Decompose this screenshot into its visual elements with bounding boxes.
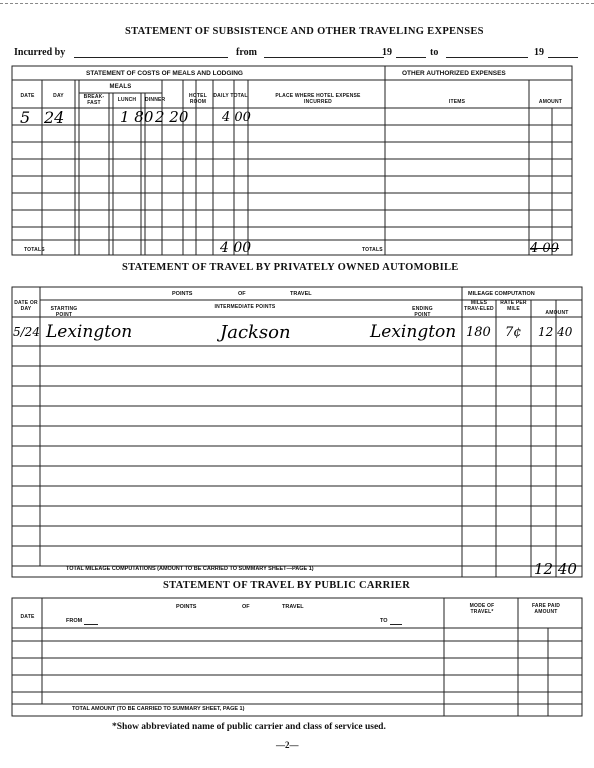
auto-entry-rate[interactable]: 7¢	[505, 325, 522, 340]
auto-col-ending: ENDING POINT	[412, 306, 433, 318]
auto-col-intermediate: INTERMEDIATE POINTS	[214, 304, 276, 310]
col-breakfast: BREAK-FAST	[83, 94, 105, 106]
auto-points-word: POINTS	[172, 291, 193, 297]
public-col-mode: MODE OF TRAVEL*	[469, 603, 495, 615]
auto-col-starting: STARTING POINT	[50, 306, 78, 318]
meals-entry-daily-total[interactable]: 4 00	[222, 110, 251, 125]
auto-entry-amount[interactable]: 12 40	[538, 325, 573, 339]
col-lunch: LUNCH	[117, 97, 137, 103]
public-section-title: STATEMENT OF TRAVEL BY PUBLIC CARRIER	[163, 580, 411, 591]
meals-totals-label-right: TOTALS	[362, 247, 383, 253]
to-label: to	[430, 47, 439, 58]
amount-total-value[interactable]: 4 00	[530, 241, 559, 256]
col-day: DAY	[53, 93, 64, 99]
public-travel-word: TRAVEL	[282, 604, 304, 610]
auto-section-title: STATEMENT OF TRAVEL BY PRIVATELY OWNED AUTOMOBILE	[122, 262, 459, 273]
auto-entry-ending[interactable]: Lexington	[370, 322, 457, 342]
other-expenses-title: OTHER AUTHORIZED EXPENSES	[402, 70, 506, 77]
footnote: *Show abbreviated name of public carrier and class of service used.	[112, 722, 386, 732]
col-amount: AMOUNT	[538, 99, 563, 105]
public-col-fare: FARE PAID AMOUNT	[531, 603, 561, 615]
meals-entry-dinner[interactable]: 2 20	[155, 108, 189, 126]
public-from-field[interactable]	[84, 624, 98, 625]
public-col-date: DATE	[20, 614, 35, 620]
public-total-label: TOTAL AMOUNT (TO BE CARRIED TO SUMMARY SHEET, PAGE 1)	[72, 706, 245, 712]
meals-entry-date[interactable]: 5	[20, 108, 31, 127]
col-place: PLACE WHERE HOTEL EXPENSE INCURRED	[275, 93, 361, 105]
col-items: ITEMS	[448, 99, 466, 105]
auto-entry-intermediate[interactable]: Jackson	[220, 322, 291, 343]
auto-entry-starting[interactable]: Lexington	[46, 322, 133, 342]
auto-entry-miles[interactable]: 180	[466, 325, 491, 340]
col-date: DATE	[20, 93, 35, 99]
public-points-word: POINTS	[176, 604, 197, 610]
meals-total-value[interactable]: 4 00	[220, 240, 252, 256]
col-hotel: HOTEL ROOM	[189, 93, 207, 105]
meals-entry-day[interactable]: 24	[44, 108, 65, 127]
from-label: from	[236, 47, 257, 58]
meals-section-title: STATEMENT OF COSTS OF MEALS AND LODGING	[86, 70, 243, 77]
meals-totals-label: TOTALS	[24, 247, 45, 253]
col-dinner: DINNER	[145, 97, 166, 103]
public-to-label: TO	[380, 618, 388, 624]
year-label-2: 19	[534, 47, 544, 58]
auto-total-value[interactable]: 12 40	[534, 560, 577, 578]
auto-travel-word: TRAVEL	[290, 291, 312, 297]
auto-of-word: OF	[238, 291, 246, 297]
incurred-by-label: Incurred by	[14, 47, 66, 58]
public-to-field[interactable]	[390, 624, 402, 625]
public-of-word: OF	[242, 604, 250, 610]
auto-mileage-header: MILEAGE COMPUTATION	[468, 291, 535, 297]
page-number: —2—	[276, 740, 299, 750]
auto-col-rate: RATE PER MILE	[500, 300, 527, 312]
auto-col-miles: MILES TRAV-ELED	[464, 300, 494, 312]
page-title: STATEMENT OF SUBSISTENCE AND OTHER TRAVELING EXPENSES	[125, 26, 484, 37]
year-label-1: 19	[382, 47, 392, 58]
auto-col-amount: AMOUNT	[545, 310, 569, 316]
meals-entry-lunch[interactable]: 1 80	[120, 108, 154, 126]
auto-total-label: TOTAL MILEAGE COMPUTATIONS (AMOUNT TO BE CARRIED TO SUMMARY SHEET—PAGE 1)	[66, 566, 314, 572]
auto-col-date: DATE OR DAY	[14, 300, 38, 312]
public-from-label: FROM	[66, 618, 83, 624]
auto-entry-date[interactable]: 5/24	[13, 325, 40, 339]
col-meals: MEALS	[109, 84, 132, 90]
col-daily-total: DAILY TOTAL	[213, 93, 248, 99]
